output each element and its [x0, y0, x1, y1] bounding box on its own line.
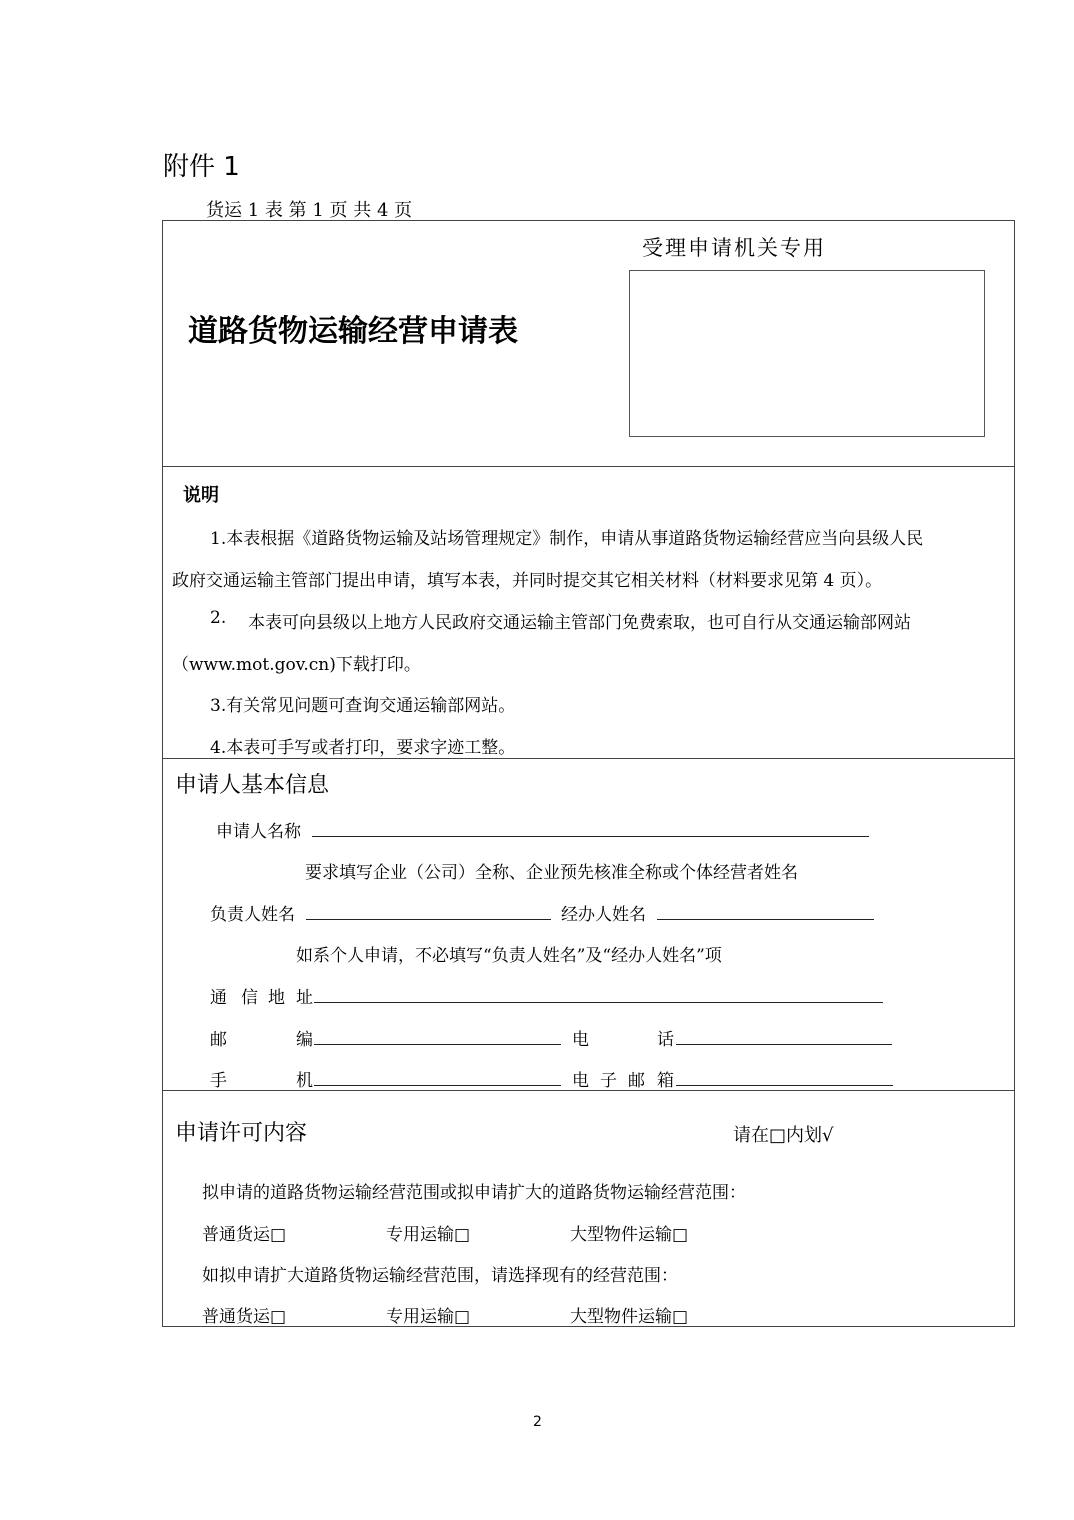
instruction-1-line-2: 政府交通运输主管部门提出申请，填写本表，并同时提交其它相关材料（材料要求见第 4 页）。 — [172, 571, 883, 591]
instruction-3: 3.有关常见问题可查询交通运输部网站。 — [210, 696, 516, 716]
option-special-transport[interactable]: 专用运输□ — [386, 1225, 471, 1245]
instruction-2-line-1: 本表可向县级以上地方人民政府交通运输主管部门免费索取，也可自行从交通运输部网站 — [248, 613, 911, 633]
check-hint: 请在□内划√ — [733, 1125, 834, 1146]
applicant-name-hint: 要求填写企业（公司）全称、企业预先核准全称或个体经营者姓名 — [305, 863, 798, 883]
existing-option-special-transport[interactable]: 专用运输□ — [386, 1307, 471, 1327]
applicant-info-heading: 申请人基本信息 — [175, 773, 330, 798]
mobile-label-char-2: 机 — [296, 1071, 313, 1091]
email-label-char-2: 子 — [600, 1071, 617, 1091]
existing-scope-question: 如拟申请扩大道路货物运输经营范围，请选择现有的经营范围： — [202, 1266, 678, 1286]
mobile-label-char-1: 手 — [210, 1071, 227, 1091]
email-label-char-3: 邮 — [628, 1071, 645, 1091]
page-number: 2 — [533, 1414, 542, 1430]
handler-name-label: 经办人姓名 — [561, 905, 646, 925]
option-large-cargo[interactable]: 大型物件运输□ — [570, 1225, 689, 1245]
attachment-label: 附件 1 — [163, 152, 240, 182]
applicant-name-label: 申请人名称 — [216, 822, 301, 842]
address-label-char-3: 地 — [268, 988, 285, 1008]
email-label-char-1: 电 — [572, 1071, 589, 1091]
email-label-char-4: 箱 — [657, 1071, 674, 1091]
address-label-char-4: 址 — [296, 988, 313, 1008]
instruction-4: 4.本表可手写或者打印，要求字迹工整。 — [210, 738, 516, 758]
scope-question: 拟申请的道路货物运输经营范围或拟申请扩大的道路货物运输经营范围： — [202, 1183, 746, 1203]
instructions-heading: 说明 — [183, 485, 219, 506]
instruction-2-number: 2. — [210, 608, 227, 628]
address-label-char-1: 通 — [210, 988, 227, 1008]
applicant-name-field[interactable] — [312, 836, 869, 837]
office-use-box — [629, 270, 985, 437]
form-title: 道路货物运输经营申请表 — [188, 314, 518, 349]
handler-name-field[interactable] — [657, 919, 874, 920]
postcode-label-char-2: 编 — [296, 1030, 313, 1050]
leader-name-label: 负责人姓名 — [210, 905, 295, 925]
mobile-field[interactable] — [314, 1085, 561, 1086]
personal-applicant-hint: 如系个人申请，不必填写“负责人姓名”及“经办人姓名”项 — [296, 946, 722, 966]
row-divider — [162, 758, 1015, 759]
postcode-field[interactable] — [314, 1044, 561, 1045]
option-general-freight[interactable]: 普通货运□ — [202, 1225, 287, 1245]
instruction-2-line-2: （www.mot.gov.cn)下载打印。 — [172, 655, 421, 675]
office-use-label: 受理申请机关专用 — [642, 236, 826, 260]
existing-option-large-cargo[interactable]: 大型物件运输□ — [570, 1307, 689, 1327]
email-field[interactable] — [676, 1085, 893, 1086]
permit-content-heading: 申请许可内容 — [175, 1121, 308, 1146]
address-field[interactable] — [314, 1002, 883, 1003]
instruction-1-line-1: 1.本表根据《道路货物运输及站场管理规定》制作，申请从事道路货物运输经营应当向县级人民 — [210, 529, 924, 549]
form-code: 货运 1 表 第 1 页 共 4 页 — [206, 200, 413, 221]
postcode-label-char-1: 邮 — [210, 1030, 227, 1050]
phone-field[interactable] — [676, 1044, 892, 1045]
leader-name-field[interactable] — [306, 919, 551, 920]
phone-label-char-2: 话 — [657, 1030, 674, 1050]
row-divider — [162, 466, 1015, 467]
phone-label-char-1: 电 — [572, 1030, 589, 1050]
address-label-char-2: 信 — [241, 988, 258, 1008]
existing-option-general-freight[interactable]: 普通货运□ — [202, 1307, 287, 1327]
